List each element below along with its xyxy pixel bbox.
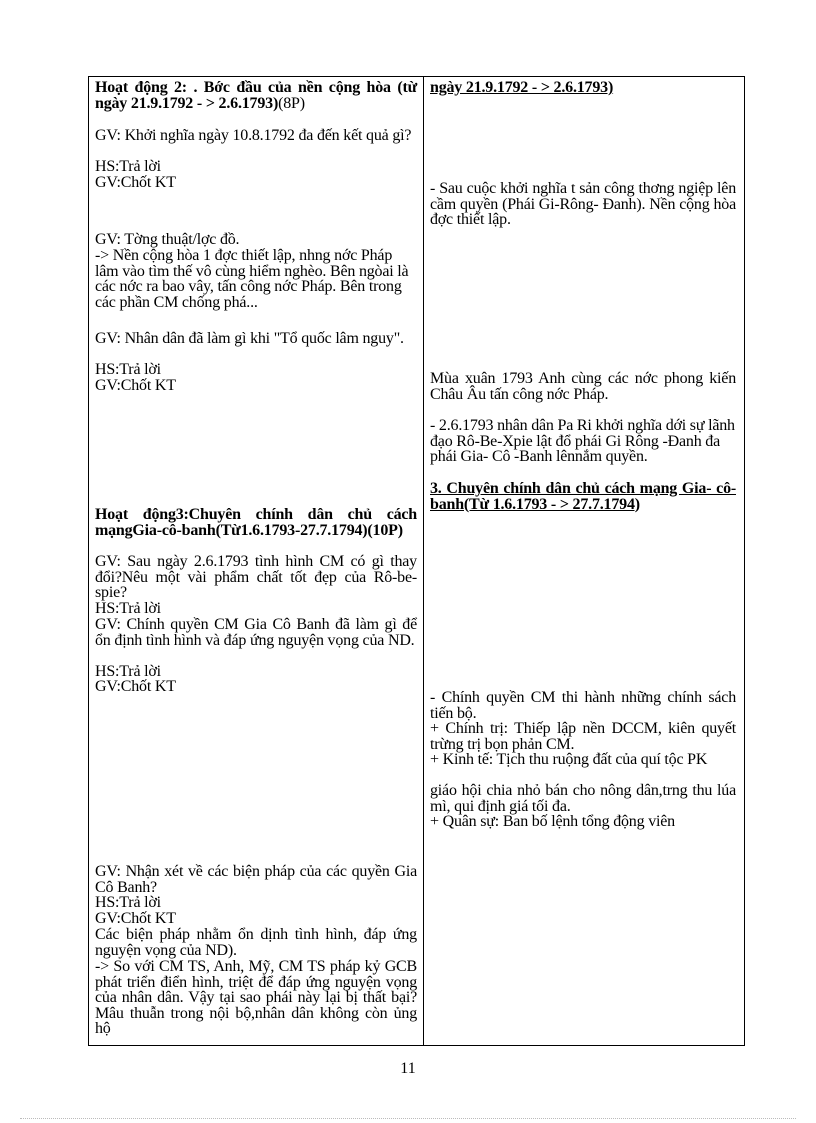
conclusion-note: Các biện pháp nhằm ổn dịnh tình hình, đáp ứng nguyện vọng của ND). [95,926,417,959]
student-answer-4: HS:Trả lời [95,663,161,680]
student-answer-5: HS:Trả lời [95,894,161,911]
policy-political: + Chính trị: Thiếp lập nền DCCM, kiên quyết trừng trị bọn phản CM. [430,720,736,753]
teacher-conclude-3: GV:Chốt KT [95,678,176,695]
content-column [424,77,744,1045]
policy-military: + Quân sự: Ban bố lệnh tổng động viên [430,813,675,830]
activity-2-heading: Hoạt động 2: . Bớc đầu của nền cộng hòa (từ ngày 21.9.1792 - > 2.6.1793)(8P) [95,79,417,112]
teacher-conclude-2: GV:Chốt KT [95,377,176,394]
question-4: GV: Chính quyền CM Gia Cô Banh đã làm gì để ổn định tình hình và đáp ứng nguyện vọng của ND. [95,616,417,649]
section-2-subtitle: ngày 21.9.1792 - > 2.6.1793) [430,79,614,96]
footer-rule [20,1118,796,1119]
section-3-heading: 3. Chuyên chính dân chủ cách mạng Gia- cô-banh(Từ 1.6.1793 - > 27.7.1794) [430,480,736,513]
student-answer-2: HS:Trả lời [95,361,161,378]
page-number: 11 [400,1060,416,1077]
explanation-2: -> So với CM TS, Anh, Mỹ, CM TS pháp kỷ GCB phát triển điển hình, triệt để đáp ứng nguyện vọng của nhân dân. Vậy tại sao phái này lại bị thất bại?Mâu thuẫn trong nội bộ,nhân dân không còn ủng hộ [95,958,417,1037]
question-1: GV: Khởi nghĩa ngày 10.8.1792 đa đến kết quả gì? [95,127,412,144]
lesson-table [88,76,745,1046]
teacher-activity-column [89,77,423,1045]
student-answer-1: HS:Trả lời [95,158,161,175]
teacher-conclude-4: GV:Chốt KT [95,910,176,927]
policy-economic-continued: giáo hội chia nhỏ bán cho nông dân,trng thu lúa mì, qui định giá tối đa. [430,782,736,815]
content-republic: - Sau cuộc khởi nghĩa t sản công thơng ngiệp lên cầm quyền (Phái Gi-Rông- Đanh). Nền cộng hòa đợc thiết lập. [430,180,736,228]
policy-intro: - Chính quyền CM thi hành những chính sách tiến bộ. [430,689,736,722]
teacher-conclude-1: GV:Chốt KT [95,174,176,191]
policy-economic: + Kinh tế: Tịch thu ruộng đất của quí tộc PK [430,751,708,768]
content-spring-1793: Mùa xuân 1793 Anh cùng các nớc phong kiến Châu Âu tấn công nớc Pháp. [430,370,736,403]
narrate-note: GV: Tờng thuật/lợc đồ. [95,231,240,248]
activity-3-heading: Hoạt động3:Chuyên chính dân chủ cách mạngGia-cô-banh(Từ1.6.1793-27.7.1794)(10P) [95,506,417,539]
student-answer-3: HS:Trả lời [95,600,161,617]
content-june-1793: - 2.6.1793 nhân dân Pa Ri khởi nghĩa dới sự lãnh đạo Rô-Be-Xpie lật đổ phái Gi Rông -Đanh đa phái Gia- Cô -Banh lênnắm quyền. [430,417,735,465]
question-5: GV: Nhận xét về các biện pháp của các quyền Gia Cô Banh? [95,863,417,896]
question-2: GV: Nhân dân đã làm gì khi "Tổ quốc lâm nguy". [95,330,404,347]
question-3: GV: Sau ngày 2.6.1793 tình hình CM có gì thay đổi?Nêu một vài phẩm chất tốt đẹp của Rô-be-spie? [95,553,417,601]
explanation-1: -> Nền cộng hòa 1 đợc thiết lập, nhng nớc Pháp lâm vào tìm thế vô cùng hiểm nghèo. Bên ngòai là các nớc ra bao vây, tấn công nớc Pháp. Bên trong các phần CM chống phá... [95,247,409,311]
